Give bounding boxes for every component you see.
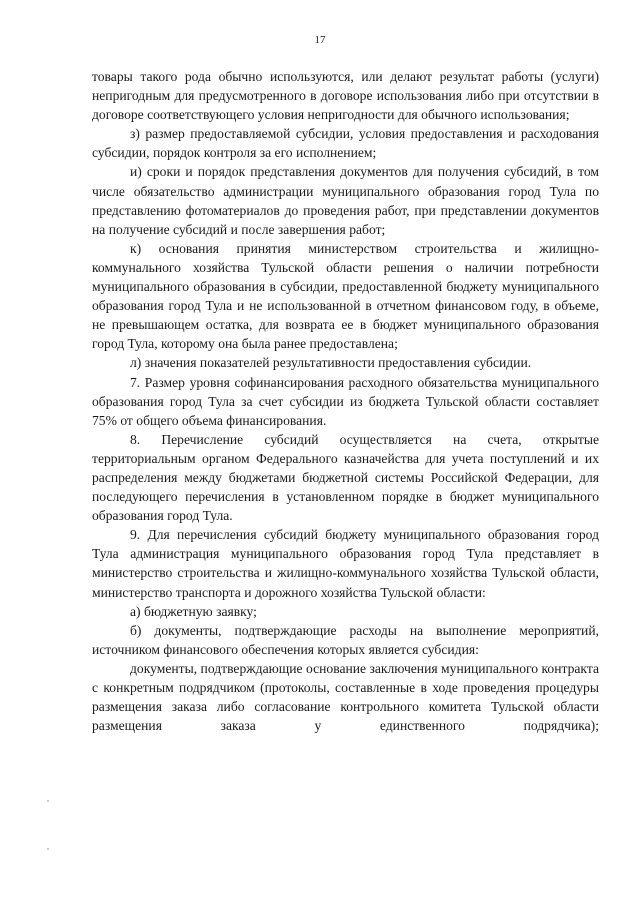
paragraph-clause-7: 7. Размер уровня софинансирования расходного обязательства муниципального образования город Тула за счет субсидии из бюджета Тульской области составляет 75% от общего объема финансирования.: [92, 374, 599, 428]
scan-mark: [47, 800, 49, 802]
paragraph-documents-basis: документы, подтверждающие основание заключения муниципального контракта с конкретным подрядчиком (протоколы, составленные в ходе проведения процедуры размещения заказа либо согласование контрольного комитета Тульской области размещения заказа у единственного подрядчика);: [92, 660, 599, 734]
scan-mark: [47, 848, 49, 850]
document-body: [92, 67, 599, 735]
paragraph-continuation: товары такого рода обычно используются, или делают результат работы (услуги) непригодным для предусмотренного в договоре использования либо при отсутствии в договоре соответствующего условия непригодности для обычного использования;: [92, 69, 599, 123]
paragraph-item-k: к) основания принятия министерством строительства и жилищно-коммунального хозяйства Тульской области решения о наличии потребности муниципального образования в субсидии, предоставленной бюджету муниципального образования город Тула и не использованной в отчетном финансовом году, в объеме, не превышающем остатка, для возврата ее в бюджет муниципального образования город Тула, которому она была ранее предоставлена;: [92, 240, 599, 352]
paragraph-item-b: б) документы, подтверждающие расходы на выполнение мероприятий, источником финансового обеспечения которых является субсидия:: [92, 622, 599, 657]
paragraph-clause-9: 9. Для перечисления субсидий бюджету муниципального образования город Тула администрация муниципального образования город Тула представляет в министерство строительства и жилищно-коммунального хозяйства Тульской области, министерство транспорта и дорожного хозяйства Тульской области:: [92, 527, 599, 600]
paragraph-item-a: а) бюджетную заявку;: [130, 603, 257, 619]
page-number: 17: [314, 34, 326, 46]
paragraph-clause-8: 8. Перечисление субсидий осуществляется на счета, открытые территориальным органом Федерального казначейства для учета поступлений и их распределения между бюджетами бюджетной системы Российской Федерации, для последующего перечисления в установленном порядке в бюджет муниципального образования город Тула.: [92, 431, 599, 524]
paragraph-item-l: л) значения показателей результативности предоставления субсидии.: [130, 355, 532, 371]
paragraph-item-i: и) сроки и порядок представления документов для получения субсидий, в том числе обязательство администрации муниципального образования город Тула по представлению фотоматериалов до проведения работ, при представлении документов на получение субсидий и после завершения работ;: [92, 164, 599, 237]
paragraph-item-z: з) размер предоставляемой субсидии, условия предоставления и расходования субсидии, порядок контроля за его исполнением;: [92, 126, 599, 161]
